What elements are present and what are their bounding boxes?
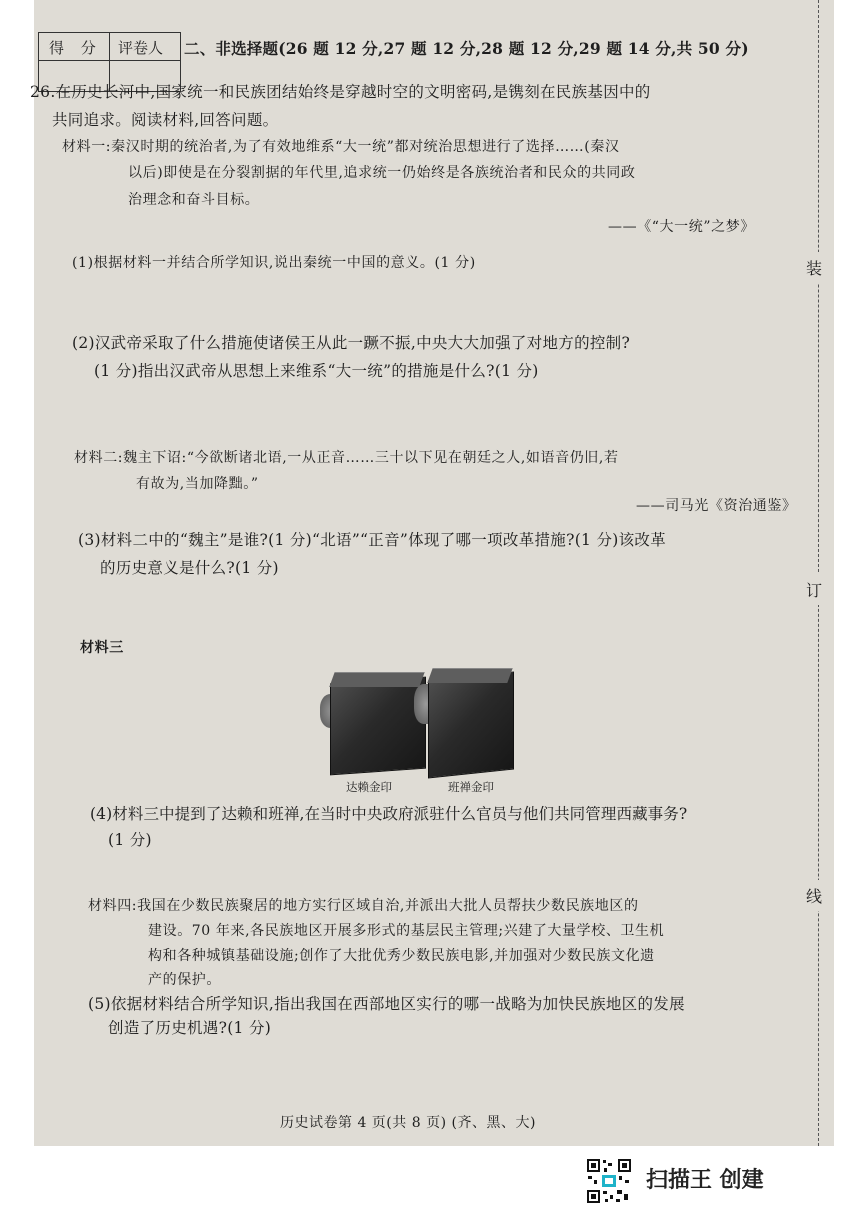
sub-question-5-line2: 创造了历史机遇?(1 分) [108,1019,272,1037]
material-2-line2: 有故为,当加降黜。” [136,476,259,492]
sub-question-3-line1: (3)材料二中的“魏主”是谁?(1 分)“北语”“正音”体现了哪一项改革措施?(1 分)该改革 [78,531,666,549]
material-3-label: 材料三 [80,640,124,656]
sub-question-4-line2: (1 分) [108,831,152,849]
question-26-stem-line1: 26.在历史长河中,国家统一和民族团结始终是穿越时空的文明密码,是镌刻在民族基因中的 [30,83,651,101]
binding-mark-ding: 订 [806,574,822,605]
sub-question-2-line2: (1 分)指出汉武帝从思想上来维系“大一统”的措施是什么?(1 分) [94,362,539,380]
section-title: 二、非选择题(26 题 12 分,27 题 12 分,28 题 12 分,29 题 14 分,共 50 分) [184,39,749,58]
material-1-line2: 以后)即使是在分裂割据的年代里,追求统一仍始终是各族统治者和民众的共同政 [128,165,636,181]
panchen-seal-caption: 班禅金印 [448,780,494,794]
material-4-line3: 构和各种城镇基础设施;创作了大批优秀少数民族电影,并加强对少数民族文化遗 [148,948,655,964]
material-1-source: ——《“大一统”之梦》 [608,219,755,235]
material-4-line1: 材料四:我国在少数民族聚居的地方实行区域自治,并派出大批人员帮扶少数民族地区的 [88,898,639,914]
material-2-line1: 材料二:魏主下诏:“今欲断诸北语,一从正音……三十以下见在朝廷之人,如语音仍旧,若 [74,450,619,466]
sub-question-3-line2: 的历史意义是什么?(1 分) [100,559,279,577]
material-1-line3: 治理念和奋斗目标。 [128,192,260,208]
sub-question-1: (1)根据材料一并结合所学知识,说出秦统一中国的意义。(1 分) [72,255,476,271]
binding-line [818,0,819,1146]
sub-question-5-line1: (5)依据材料结合所学知识,指出我国在西部地区实行的哪一战略为加快民族地区的发展 [88,995,685,1013]
sub-question-2-line1: (2)汉武帝采取了什么措施使诸侯王从此一蹶不振,中央大大加强了对地方的控制? [72,334,631,352]
grader-label: 评卷人 [118,39,164,57]
question-26-stem-line2: 共同追求。阅读材料,回答问题。 [52,111,279,129]
score-label: 得 分 [49,39,102,57]
material-4-line4: 产的保护。 [148,972,221,988]
binding-mark-xian: 线 [806,880,822,911]
material-1-line1: 材料一:秦汉时期的统治者,为了有效地维系“大一统”都对统治思想进行了选择……(秦汉 [62,139,620,155]
page-footer: 历史试卷第 4 页(共 8 页) (齐、黑、大) [280,1115,536,1131]
scanner-watermark-text: 扫描王 创建 [646,1168,764,1193]
dalai-seal-caption: 达赖金印 [346,780,392,794]
material-4-line2: 建设。70 年来,各民族地区开展多形式的基层民主管理;兴建了大量学校、卫生机 [148,923,665,939]
material-2-source: ——司马光《资治通鉴》 [636,498,797,514]
sub-question-4-line1: (4)材料三中提到了达赖和班禅,在当时中央政府派驻什么官员与他们共同管理西藏事务? [90,805,688,823]
binding-mark-zhuang: 装 [806,252,822,283]
qr-code-icon [586,1158,632,1204]
